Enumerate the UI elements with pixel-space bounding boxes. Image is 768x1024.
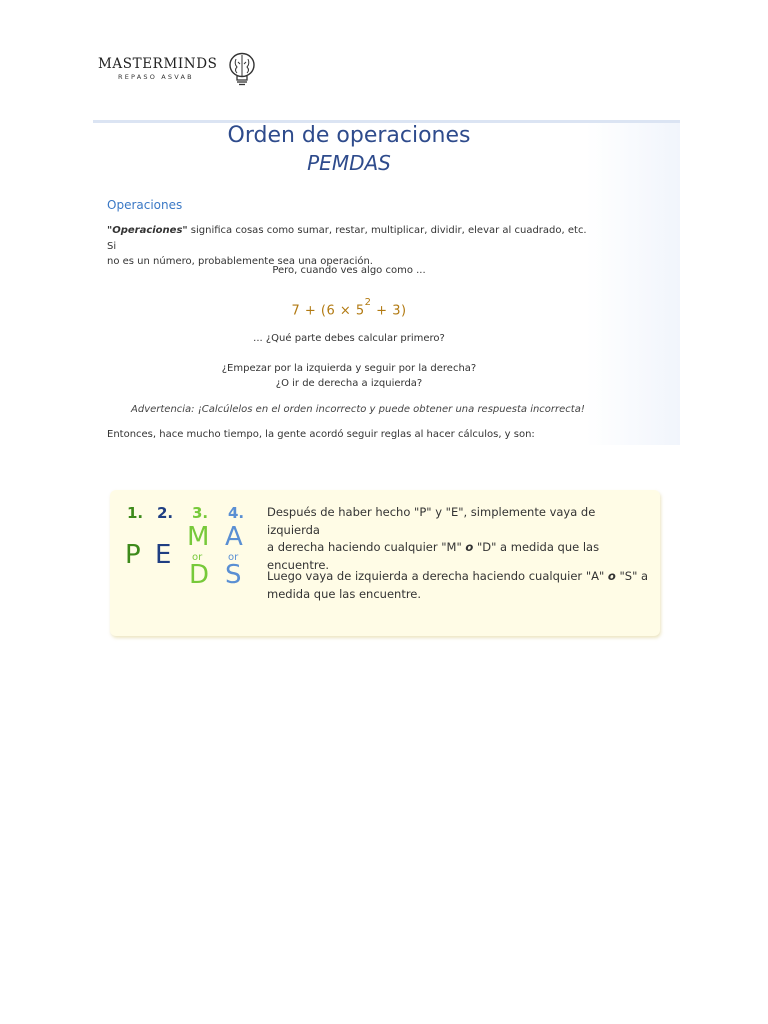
question-1: ... ¿Qué parte debes calcular primero? <box>253 333 445 344</box>
section-heading: Operaciones <box>107 198 183 212</box>
step-number-2: 2. <box>157 504 174 522</box>
letter-e: E <box>155 540 172 570</box>
md-rule-line-3: encuentre. <box>267 557 330 572</box>
logo-tagline: REPASO ASVAB <box>118 73 194 81</box>
lesson-panel <box>93 120 680 445</box>
step-number-1: 1. <box>127 504 144 522</box>
md-rule-line-2a: a derecha haciendo cualquier "M" <box>267 540 466 554</box>
equation-left: 7 + (6 × 5 <box>291 303 365 319</box>
lesson-subtitle: PEMDAS <box>307 151 391 175</box>
question-3: ¿O ir de derecha a izquierda? <box>275 378 423 389</box>
masterminds-logo <box>98 50 268 98</box>
pemdas-box <box>110 490 660 636</box>
warning-text: Advertencia: ¡Calcúlelos en el orden incorrecto y puede obtener una respuesta incorrecta! <box>131 404 585 415</box>
brain-lightbulb-icon <box>226 52 258 86</box>
equation-right: + 3) <box>371 303 407 319</box>
step-number-3: 3. <box>192 504 209 522</box>
as-rule-line-1a: Luego vaya de izquierda a derecha haciendo cualquier "A" <box>267 569 608 583</box>
as-rule-or: o <box>607 569 616 583</box>
md-rule-paragraph <box>267 504 649 574</box>
letter-m: M <box>187 522 210 552</box>
question-2: ¿Empezar por la izquierda y seguir por la derecha? <box>221 363 477 374</box>
equation-exponent: 2 <box>364 297 372 308</box>
as-rule-line-2: medida que las encuentre. <box>267 586 422 601</box>
letter-p: P <box>125 540 141 570</box>
logo-name: MASTERMINDS <box>98 56 218 72</box>
intro-line-2: no es un número, probablemente sea una operación. <box>107 256 373 267</box>
conclusion-text: Entonces, hace mucho tiempo, la gente acordó seguir reglas al hacer cálculos, y son: <box>107 429 535 440</box>
md-rule-line-1: Después de haber hecho "P" y "E", simplemente vaya de izquierda <box>267 505 596 537</box>
letter-d: D <box>189 560 210 590</box>
md-rule-line-2b: "D" a medida que las <box>473 540 600 554</box>
step-number-4: 4. <box>228 504 245 522</box>
md-rule-or: o <box>465 540 474 554</box>
as-rule-paragraph <box>267 568 649 603</box>
lesson-title: Orden de operaciones <box>227 123 471 148</box>
as-rule-line-1b: "S" a <box>615 569 649 583</box>
letter-a: A <box>225 522 243 552</box>
or-label-md: or <box>192 552 203 563</box>
letter-s: S <box>225 560 242 590</box>
example-equation <box>93 297 605 319</box>
intro-paragraph <box>107 223 587 270</box>
but-line: Pero, cuando ves algo como ... <box>272 265 426 276</box>
intro-line-1: significa cosas como sumar, restar, multiplicar, dividir, elevar al cuadrado, etc. Si <box>107 225 587 252</box>
intro-bold-term: "Operaciones" <box>107 225 188 236</box>
or-label-as: or <box>228 552 239 563</box>
